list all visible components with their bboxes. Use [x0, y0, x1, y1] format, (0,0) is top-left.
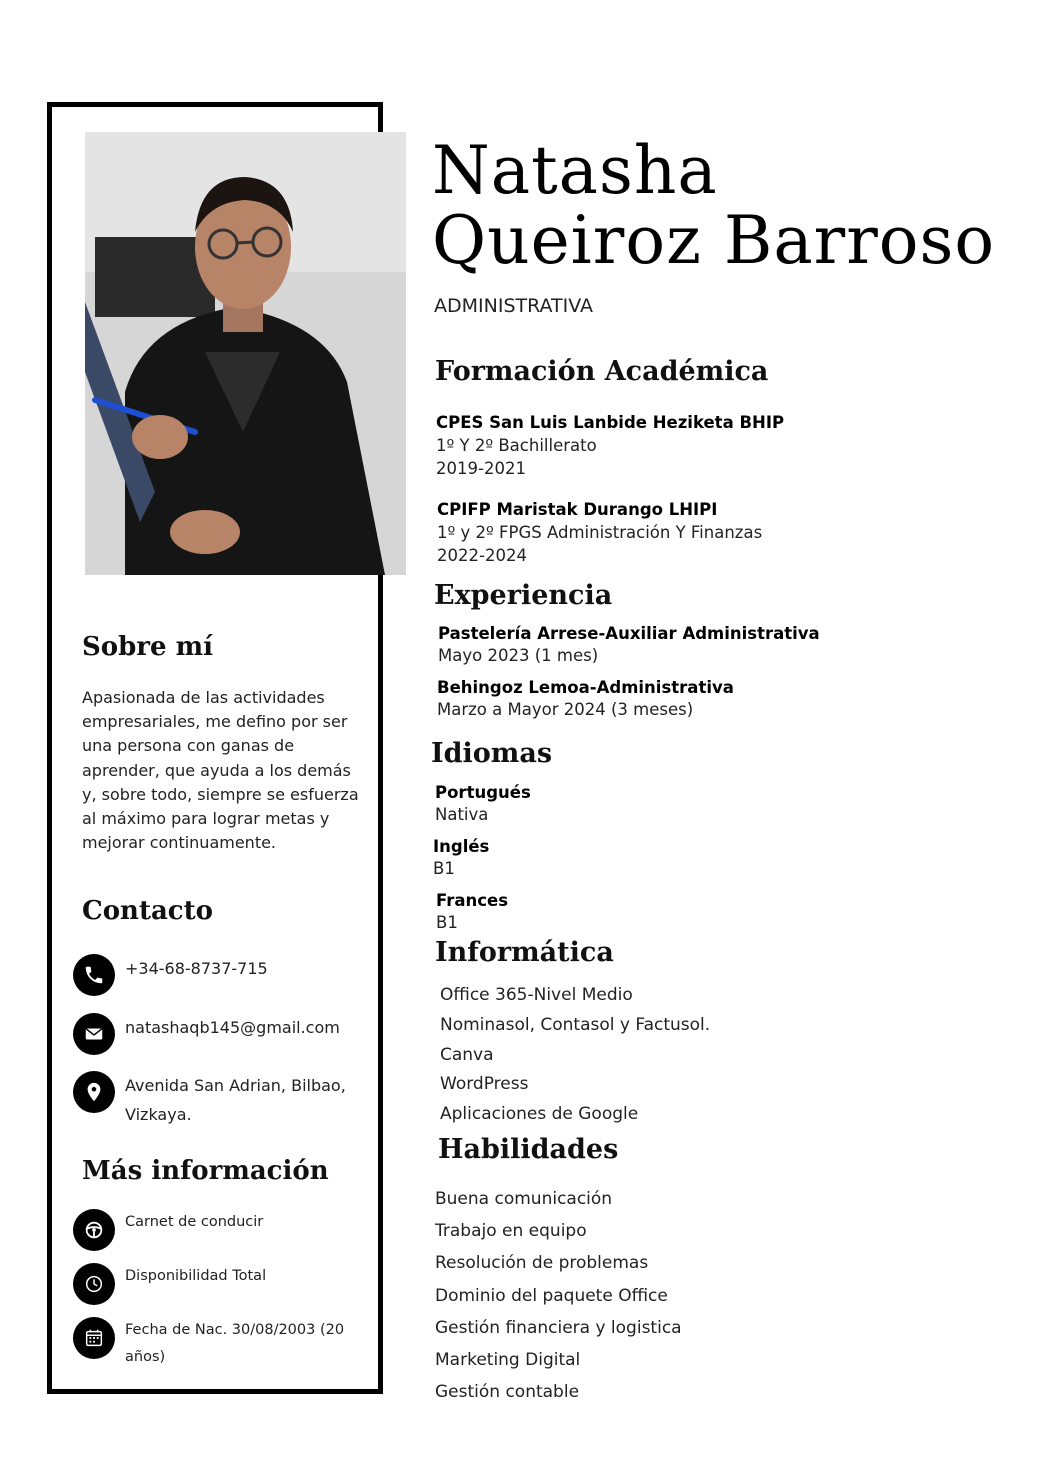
contact-address	[73, 1071, 355, 1129]
list-item: Nominasol, Contasol y Factusol.	[440, 1014, 711, 1035]
experience-item	[438, 623, 820, 666]
language-level: B1	[436, 912, 458, 932]
list-item: Dominio del paquete Office	[435, 1285, 668, 1306]
email-icon	[73, 1013, 115, 1055]
languages-heading: Idiomas	[431, 738, 553, 769]
name-last: Queiroz Barroso	[432, 202, 996, 279]
list-item: Gestión financiera y logistica	[435, 1317, 682, 1338]
list-item: Aplicaciones de Google	[440, 1104, 639, 1125]
list-item: Gestión contable	[435, 1382, 580, 1403]
language-name: Inglés	[433, 837, 490, 856]
experience-heading: Experiencia	[434, 580, 613, 611]
phone-text: +34-68-8737-715	[125, 959, 268, 978]
experience-title: Pastelería Arrese-Auxiliar Administrativa	[438, 624, 820, 643]
education-item	[437, 498, 762, 567]
profile-photo	[85, 132, 406, 575]
info-availability	[73, 1263, 355, 1305]
education-years: 2022-2024	[437, 546, 527, 565]
location-pin-icon	[73, 1071, 115, 1113]
license-text: Carnet de conducir	[125, 1214, 264, 1230]
info-birth	[73, 1317, 355, 1371]
list-item: WordPress	[440, 1074, 529, 1095]
language-name: Frances	[436, 891, 509, 910]
list-item: Buena comunicación	[435, 1189, 613, 1209]
education-school: CPIFP Maristak Durango LHIPI	[437, 500, 718, 519]
education-item	[436, 411, 784, 480]
email-text: natashaqb145@gmail.com	[125, 1018, 340, 1037]
list-item: Office 365-Nivel Medio	[440, 985, 633, 1005]
language-level: B1	[433, 858, 455, 878]
language-name: Portugués	[435, 783, 531, 802]
education-program: 1º y 2º FPGS Administración Y Finanzas	[437, 523, 763, 542]
language-item	[436, 890, 508, 933]
steering-wheel-icon	[73, 1209, 115, 1251]
full-name	[432, 132, 996, 279]
info-license	[73, 1209, 355, 1251]
language-item	[435, 782, 531, 825]
education-school: CPES San Luis Lanbide Heziketa BHIP	[436, 413, 785, 432]
language-level: Nativa	[435, 804, 489, 824]
experience-period: Marzo a Mayor 2024 (3 meses)	[437, 699, 694, 719]
language-item	[433, 836, 489, 879]
education-years: 2019-2021	[436, 459, 526, 478]
calendar-icon	[73, 1317, 115, 1359]
education-heading: Formación Académica	[435, 356, 769, 387]
contact-phone	[73, 954, 355, 996]
experience-title: Behingoz Lemoa-Administrativa	[437, 678, 734, 697]
list-item: Trabajo en equipo	[435, 1221, 587, 1242]
skills-heading: Habilidades	[438, 1134, 619, 1165]
it-heading: Informática	[435, 937, 614, 968]
name-first: Natasha	[432, 132, 718, 209]
job-role: ADMINISTRATIVA	[434, 295, 594, 317]
birth-text: Fecha de Nac. 30/08/2003 (20 años)	[125, 1322, 345, 1365]
list-item: Canva	[440, 1044, 494, 1065]
it-list	[440, 981, 710, 1130]
education-program: 1º Y 2º Bachillerato	[436, 436, 597, 455]
phone-icon	[73, 954, 115, 996]
about-heading: Sobre mí	[82, 632, 213, 662]
address-text: Avenida San Adrian, Bilbao, Vizkaya.	[125, 1076, 346, 1124]
list-item: Resolución de problemas	[435, 1253, 649, 1274]
contact-heading: Contacto	[82, 896, 213, 926]
clock-icon	[73, 1263, 115, 1305]
experience-period: Mayo 2023 (1 mes)	[438, 645, 599, 665]
more-info-heading: Más información	[82, 1156, 329, 1186]
list-item: Marketing Digital	[435, 1350, 581, 1371]
experience-item	[437, 677, 734, 720]
contact-email	[73, 1013, 355, 1055]
availability-text: Disponibilidad Total	[125, 1268, 267, 1284]
skills-list	[435, 1183, 682, 1408]
about-text: Apasionada de las actividades empresariales, me defino por ser una persona con ganas de aprender, que ayuda a los demás y, sobre todo, siempre se esfuerza al máximo para lograr metas y mejorar continuamente.	[82, 688, 359, 853]
